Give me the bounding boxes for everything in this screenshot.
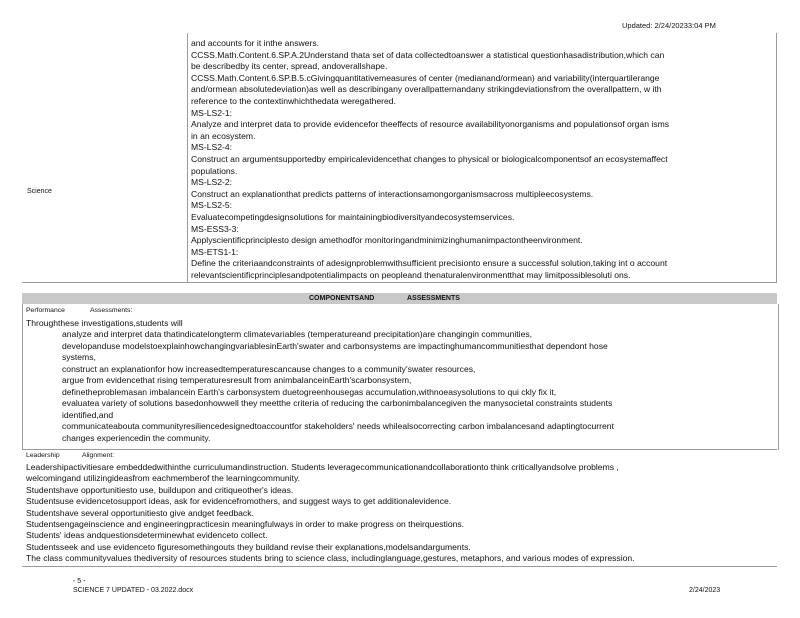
- bullet-text: analyze and interpret data thatindicatelongterm climatevariables (temperatureand precipitation)are changingin communities,: [62, 329, 533, 339]
- bullet-text: communicateaboutа communityresiliencedesignedtoaccountfor stakeholders' needs whilealsocorrecting carbon imbalancesand adaptingtocurrent changes experiencedin the community.: [62, 421, 614, 443]
- performance-bullet-list: [38, 329, 773, 444]
- standard-line: populations.: [191, 165, 238, 176]
- leadership-line: Studentshave several opportunitiesto give andget feedback.: [26, 507, 254, 518]
- list-item: [38, 375, 773, 387]
- alignment-label: Alignment:: [82, 452, 115, 459]
- standard-line: reference to the contextinwhichthedata weregathered.: [191, 95, 396, 106]
- list-item: [38, 364, 773, 376]
- standard-line: Define the criteriaandconstraints of adesignproblemwithsufficient precisionto ensure a successful solution,taking int o account: [191, 258, 668, 269]
- standard-line: Evaluatecompetingdesignsolutions for maintainingbiodiversityandecosystemservices.: [191, 211, 515, 222]
- section-bottom-border: [22, 566, 777, 567]
- leadership-line: The class communityvalues thediversity of resources students bring to science class, includinglanguage,gestures, metaphors, and various modes of expression.: [26, 553, 635, 564]
- assessments-label: Assessments:: [90, 307, 133, 314]
- page-number: - 5 -: [73, 578, 86, 585]
- standard-line: Construct an explanationthat predicts patterns of interactionsamongorganismsacross multipleecosystems.: [191, 188, 594, 199]
- standard-line: in an ecosystem.: [191, 130, 256, 141]
- components-header-bar: [22, 293, 777, 304]
- standard-line: CCSS.Math.Content.6.SP.B.5.cGivingquantitativemeasures of center (medianand/ormean) and variability(interquartilerange: [191, 72, 660, 83]
- column-divider: [187, 33, 188, 283]
- standard-line: relevantscientificprinciplesandpotentialimpacts on peopleand thenaturalenvironmentthat may limitpossiblesoluti ons.: [191, 269, 631, 280]
- leadership-line: Studentsuse evidencetosupport ideas, ask for evidencefromothers, and suggest ways to get additionalevidence.: [26, 496, 452, 507]
- list-item: [38, 387, 773, 399]
- standard-line: MS-ETS1-1:: [191, 246, 239, 257]
- standard-line: MS-LS2-5:: [191, 200, 233, 211]
- bullet-text: construct an explanationfor how increasedtemperaturescancause changes to a community'swater resources,: [62, 363, 476, 374]
- standard-line: MS-LS2-4:: [191, 142, 233, 153]
- performance-label: Performance: [26, 307, 65, 314]
- leadership-line: Studentshave opportunitiesto use, buildupon and critiqueother's ideas.: [26, 484, 294, 495]
- bullet-text: developanduse modelstoexplainhowchangingvariablesinEarth'swater and carbonsystems are impactinghumancommunitiesthat dependont hose systems,: [62, 340, 608, 362]
- footer-filename: SCIENCE 7 UPDATED - 03.2022.docx: [73, 586, 194, 594]
- standards-list: [191, 38, 776, 281]
- leadership-line: Leadershipactivitiesare embeddedwithinthe curriculumandinstruction. Students leveragecommunicationandcollaborationto think criticallyandsolve problems ,: [26, 462, 619, 472]
- standard-line: CCSS.Math.Content.6.SP.A.2Understand thata set of data collectedtoanswer a statistical questionhasadistribution,which can: [191, 49, 665, 60]
- leadership-label: Leadership: [26, 452, 60, 459]
- performance-intro: Throughthese investigations,students will: [26, 318, 183, 328]
- leadership-line: Studentsseek and use evidenceto figuresomethingouts they buildand revise their explanations,modelsandarguments.: [26, 541, 471, 552]
- footer-date: 2/24/2023: [689, 587, 721, 594]
- footer-left: [73, 578, 193, 595]
- standard-line: Construct an argumentsupportedby empiricalevidencethat changes to physical or biologicalcomponentsof an ecosystemaffect: [191, 153, 668, 164]
- standard-line: MS-ESS3-3:: [191, 223, 239, 234]
- list-item: [38, 341, 773, 364]
- leadership-line: Studentsengageinscience and engineeringpracticesin meaningfulways in order to make progress on theirquestions.: [26, 519, 465, 530]
- updated-timestamp: Updated: 2/24/20233:04 PM: [622, 21, 716, 30]
- components-heading: COMPONENTSAND: [309, 295, 375, 302]
- standard-line: MS-LS2-2:: [191, 177, 233, 188]
- standard-line: Analyze and interpret data to provide evidencefor theeffects of resource availabilityonorganisms and populationsof organ isms: [191, 119, 670, 130]
- standard-line: Applyscientificprinciplesto design amethodfor monitoringandminimizinghumanimpactontheenvironment.: [191, 235, 583, 246]
- list-item: [38, 398, 773, 421]
- section-divider: [22, 449, 777, 450]
- leadership-lines: [26, 462, 776, 565]
- right-border: [776, 33, 777, 283]
- standard-line: and accounts for it inthe answers.: [191, 38, 320, 48]
- standard-line: be describedby its center, spread, andoverallshape.: [191, 61, 388, 72]
- list-item: [38, 329, 773, 341]
- leadership-line: Students' ideas andquestionsdeterminewhat evidenceto collect.: [26, 530, 268, 541]
- list-item: [38, 421, 773, 444]
- bullet-text: argue from evidencethat rising temperaturesresult from animbalanceinEarth'scarbonsystem,: [62, 375, 412, 385]
- bullet-text: evaluatea variety of solutions basedonhowwell they meetthe criteria of reducing the carbonimbalancegiven the manysocietal constraints students identified,and: [62, 398, 613, 420]
- standard-line: and/ormean absolutedeviation)as well as describingany overallpatternandany strikingdeviationsfrom the overallpattern, w ith: [191, 84, 662, 95]
- leadership-line: welcomingand utilizingideasfrom eachmemberof the learningcommunity.: [26, 473, 301, 484]
- subject-label: Science: [27, 188, 52, 195]
- standard-line: MS-LS2-1:: [191, 107, 233, 118]
- bottom-border: [22, 282, 777, 283]
- assessments-heading: ASSESSMENTS: [407, 295, 460, 302]
- bullet-text: definetheproblemasan imbalancein Earth's carbonsystem duetogreenhousegas accumulation,withnoeasysolutions to qui ckly fix it,: [62, 386, 557, 397]
